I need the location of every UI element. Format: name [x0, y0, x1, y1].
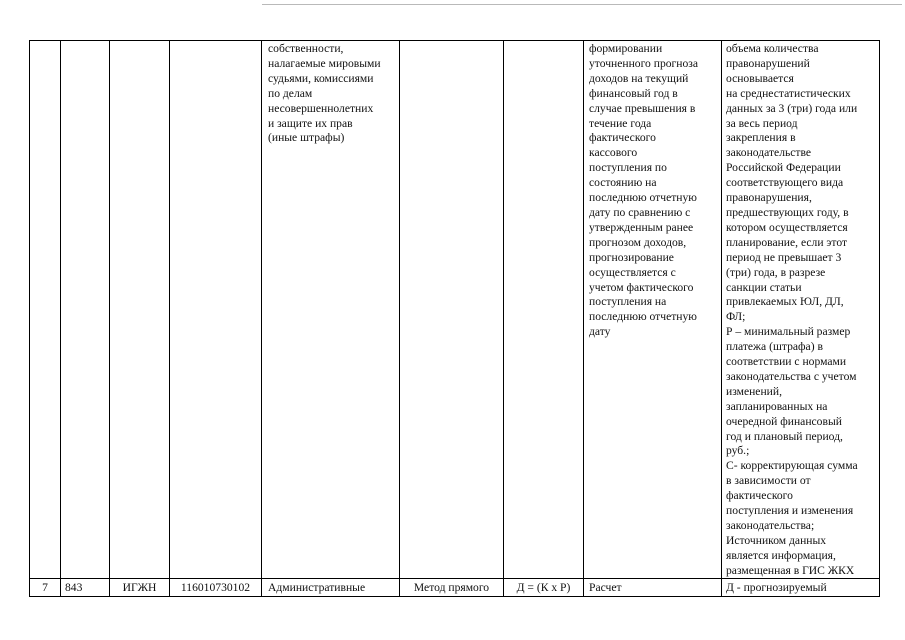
cell-kbk [170, 41, 261, 578]
cell-formula: Д = (К х Р) [516, 581, 571, 594]
cell-calculation-algorithm: формировании уточненного прогноза доходов на текущий финансовый год в случае превышения в течение года фактического кассового поступления по состоянию на последнюю отчетную дату по сравнению с утвержденным ранее прогнозом доходов, прогнозирование осуществляется с учетом фактического поступления на последнюю отчетную дату [589, 42, 699, 339]
cell-formula [504, 41, 583, 578]
scan-edge-line [262, 4, 902, 5]
cell-indicator-description: Д - прогнозируемый [726, 581, 827, 594]
cell-calculation-algorithm: Расчет [589, 581, 622, 594]
cell-code [61, 41, 109, 578]
cell-indicator-description: объема количества правонарушений основывается на среднестатистических данных за 3 (три) года или за весь период закрепления в законодательстве Российской Федерации соответствующего вида правонарушения, предшествующих году, в котором осуществляется планирование, если этот период не превышает 3 (три) года, в разрезе санкции статьи привлекаемых ЮЛ, ДЛ, ФЛ; Р – минимальный размер платежа (штрафа) в соответствии с нормами законодательства с учетом изменений, запланированных на очередной финансовый год и плановый период, руб.; С- корректирующая сумма в зависимости от фактического поступления и изменения законодательства; Источником данных является информация, размещенная в ГИС ЖКХ [726, 42, 858, 577]
cell-code: 843 [65, 581, 83, 594]
cell-kbk: 116010730102 [180, 581, 251, 594]
cell-method: Метод прямого [413, 581, 490, 594]
table-border [879, 40, 880, 597]
cell-method [400, 41, 503, 578]
cell-administrator [110, 41, 169, 578]
cell-income-name: Административные [268, 581, 366, 594]
cell-administrator: ИГЖН [122, 581, 157, 594]
cell-income-name: собственности, налагаемые мировыми судьями, комиссиями по делам несовершеннолетних и защите их прав (иные штрафы) [268, 42, 381, 145]
cell-number [30, 41, 60, 578]
cell-number: 7 [42, 581, 48, 594]
